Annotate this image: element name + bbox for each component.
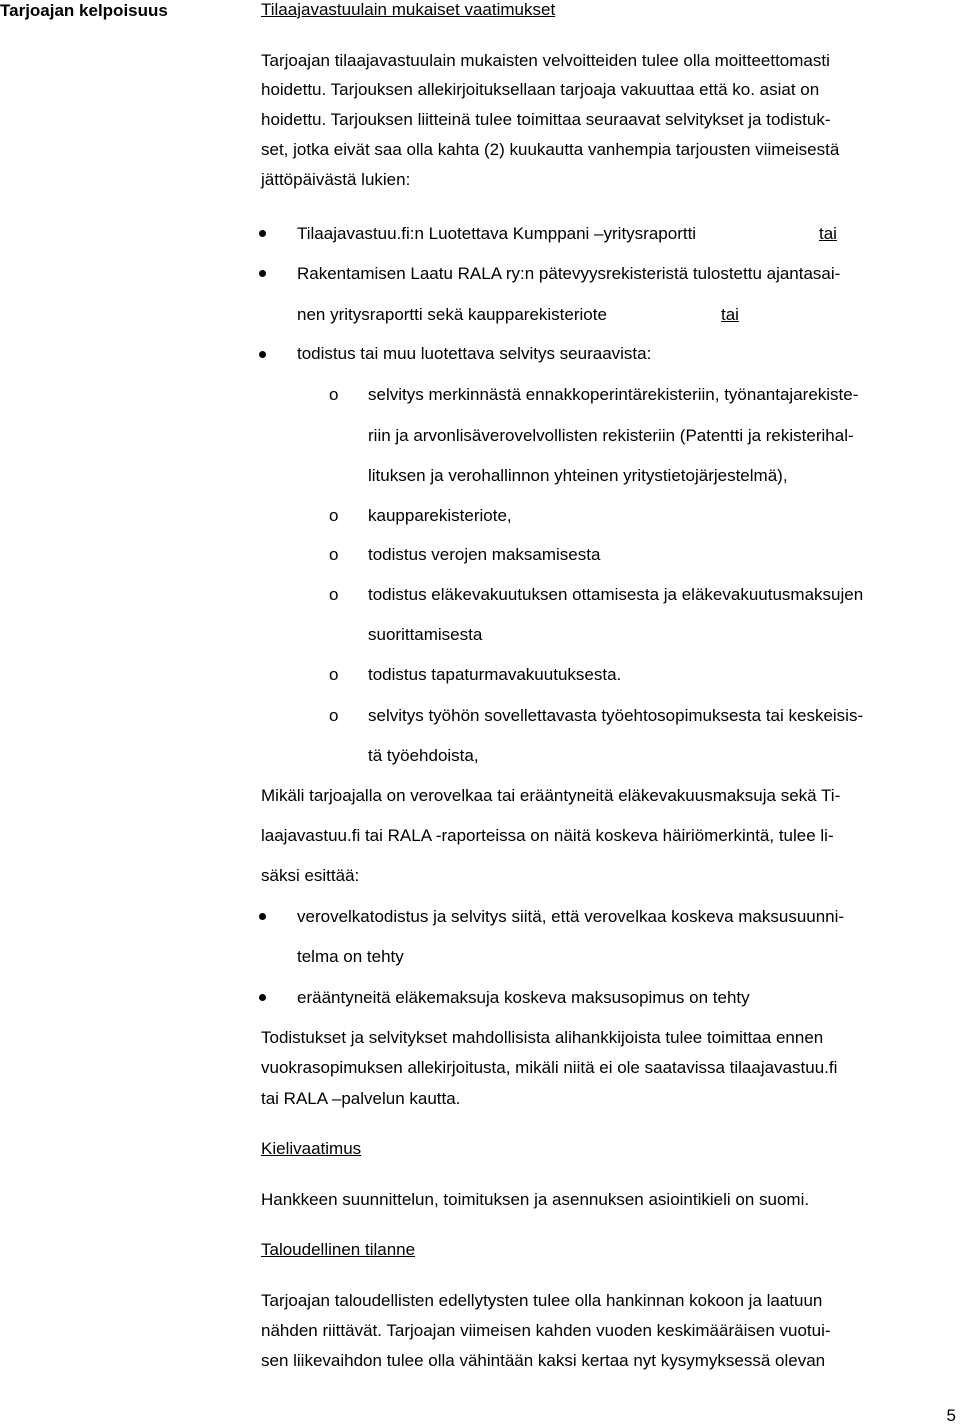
side-heading: Tarjoajan kelpoisuus xyxy=(0,1,168,20)
sub-item-5: todistus tapaturmavakuutuksesta. xyxy=(368,665,622,684)
sub-item-1-line-3: lituksen ja verohallinnon yhteinen yritystietojärjestelmä), xyxy=(368,466,788,485)
sub-item-6-line-1: selvitys työhön sovellettavasta työehtosopimuksesta tai keskeisis- xyxy=(368,706,864,725)
sub-item-1-line-1: selvitys merkinnästä ennakkoperintärekisteriin, työnantajarekiste- xyxy=(368,385,859,404)
section-heading-taloudellinen: Taloudellinen tilanne xyxy=(261,1240,416,1259)
bullet-text-luotettava-kumppani: Tilaajavastuu.fi:n Luotettava Kumppani –yritysraportti xyxy=(297,224,697,243)
bullet-icon xyxy=(259,230,266,237)
debt-bullet-1-line-1: verovelkatodistus ja selvitys siitä, että verovelkaa koskeva maksusuunni- xyxy=(297,907,845,926)
bullet-icon xyxy=(259,994,266,1001)
taloudellinen-line-3: sen liikevaihdon tulee olla vähintään kaksi kertaa nyt kysymyksessä olevan xyxy=(261,1351,826,1370)
bullet-text-todistus: todistus tai muu luotettava selvitys seuraavista: xyxy=(297,344,652,363)
sub-item-6-line-2: tä työehdoista, xyxy=(368,746,479,765)
bullet-icon xyxy=(259,270,266,277)
kielivaatimus-text: Hankkeen suunnittelun, toimituksen ja asennuksen asiointikieli on suomi. xyxy=(261,1190,810,1209)
subcontractor-line-3: tai RALA –palvelun kautta. xyxy=(261,1089,461,1108)
sub-bullet-marker: o xyxy=(329,665,339,684)
bullet-text-rala-2: nen yritysraportti sekä kaupparekisteriote xyxy=(297,305,607,324)
sub-item-1-line-2: riin ja arvonlisäverovelvollisten rekisteriin (Patentti ja rekisterihal- xyxy=(368,426,854,445)
debt-bullet-1-line-2: telma on tehty xyxy=(297,947,404,966)
debt-line-2: laajavastuu.fi tai RALA -raporteissa on näitä koskeva häiriömerkintä, tulee li- xyxy=(261,826,834,845)
sub-bullet-marker: o xyxy=(329,545,339,564)
sub-item-4-line-2: suorittamisesta xyxy=(368,625,483,644)
intro-line-4: set, jotka eivät saa olla kahta (2) kuukautta vanhempia tarjousten viimeisestä xyxy=(261,140,840,159)
subcontractor-line-1: Todistukset ja selvitykset mahdollisista alihankkijoista tulee toimittaa ennen xyxy=(261,1028,824,1047)
debt-line-3: säksi esittää: xyxy=(261,866,360,885)
sub-item-4-line-1: todistus eläkevakuutuksen ottamisesta ja eläkevakuutusmaksujen xyxy=(368,585,864,604)
intro-line-1: Tarjoajan tilaajavastuulain mukaisten velvoitteiden tulee olla moitteettomasti xyxy=(261,51,830,70)
taloudellinen-line-2: nähden riittävät. Tarjoajan viimeisen kahden vuoden keskimääräisen vuotui- xyxy=(261,1321,831,1340)
intro-line-2: hoidettu. Tarjouksen allekirjoituksellaan tarjoaja vakuuttaa että ko. asiat on xyxy=(261,80,820,99)
bullet-text-rala-1: Rakentamisen Laatu RALA ry:n pätevyysrekisteristä tulostettu ajantasai- xyxy=(297,264,841,283)
sub-bullet-marker: o xyxy=(329,585,339,604)
sub-item-3: todistus verojen maksamisesta xyxy=(368,545,601,564)
taloudellinen-line-1: Tarjoajan taloudellisten edellytysten tulee olla hankinnan kokoon ja laatuun xyxy=(261,1291,823,1310)
sub-bullet-marker: o xyxy=(329,385,339,404)
section-heading-kielivaatimus: Kielivaatimus xyxy=(261,1139,362,1158)
bullet-suffix-tai: tai xyxy=(721,305,739,324)
bullet-icon xyxy=(259,913,266,920)
sub-bullet-marker: o xyxy=(329,506,339,525)
page-number: 5 xyxy=(946,1406,956,1425)
bullet-suffix-tai: tai xyxy=(819,224,837,243)
bullet-icon xyxy=(259,351,266,358)
section-heading-tilaajavastuu: Tilaajavastuulain mukaiset vaatimukset xyxy=(261,0,556,19)
intro-line-3: hoidettu. Tarjouksen liitteinä tulee toimittaa seuraavat selvitykset ja todistuk- xyxy=(261,110,831,129)
subcontractor-line-2: vuokrasopimuksen allekirjoitusta, mikäli niitä ei ole saatavissa tilaajavastuu.fi xyxy=(261,1058,838,1077)
sub-item-2: kaupparekisteriote, xyxy=(368,506,512,525)
intro-line-5: jättöpäivästä lukien: xyxy=(261,170,411,189)
sub-bullet-marker: o xyxy=(329,706,339,725)
debt-line-1: Mikäli tarjoajalla on verovelkaa tai erääntyneitä eläkevakuusmaksuja sekä Ti- xyxy=(261,786,841,805)
debt-bullet-2: erääntyneitä eläkemaksuja koskeva maksusopimus on tehty xyxy=(297,988,750,1007)
